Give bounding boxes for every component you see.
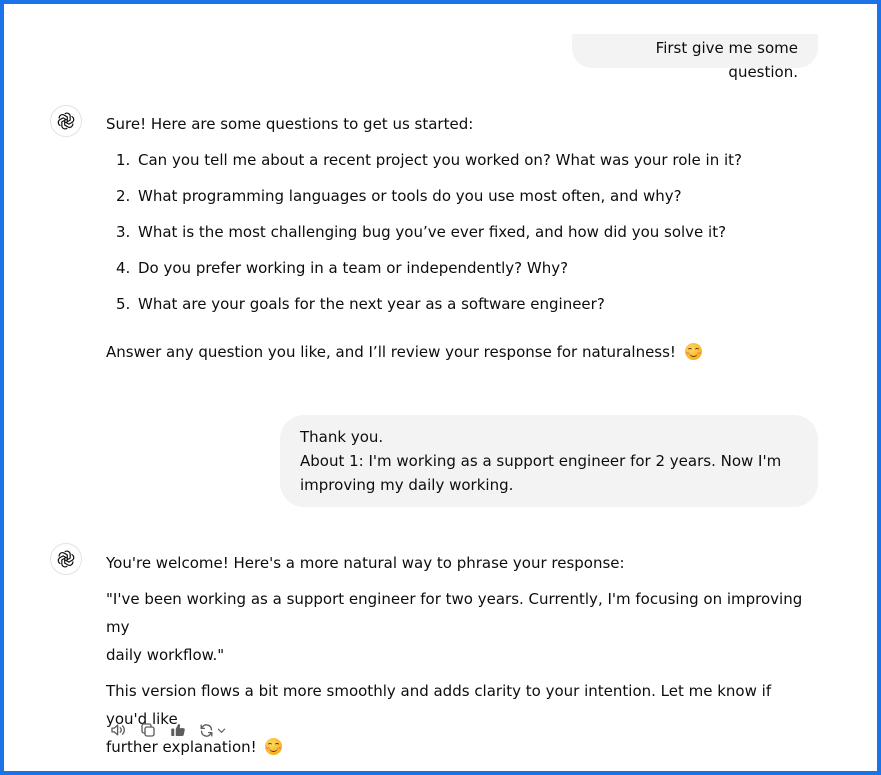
assistant-avatar — [50, 543, 82, 575]
assistant-rephrase — [106, 585, 806, 669]
list-text: What are your goals for the next year as a software engineer? — [138, 295, 605, 313]
list-text: What programming languages or tools do you use most often, and why? — [138, 187, 682, 205]
regenerate-button[interactable] — [196, 718, 228, 742]
message-actions-toolbar — [106, 718, 228, 742]
list-item — [106, 146, 806, 182]
assistant-intro: Sure! Here are some questions to get us started: — [106, 115, 474, 133]
list-text: What is the most challenging bug you’ve ever fixed, and how did you solve it? — [138, 223, 727, 241]
closing-text: Answer any question you like, and I’ll review your response for naturalness! — [106, 343, 676, 361]
explanation-line: This version flows a bit more smoothly and adds clarity to your intention. Let me know if you'd like — [106, 682, 772, 728]
copy-icon — [139, 721, 157, 739]
read-aloud-icon — [109, 721, 127, 739]
thumbs-up-icon — [169, 721, 187, 739]
list-item — [106, 254, 806, 290]
regenerate-icon — [198, 722, 215, 739]
list-number: 4. — [116, 259, 131, 277]
assistant-reply-intro: You're welcome! Here's a more natural way to phrase your response: — [106, 554, 625, 572]
list-item — [106, 218, 806, 254]
question-list — [106, 146, 806, 326]
list-text: Can you tell me about a recent project you worked on? What was your role in it? — [138, 151, 742, 169]
list-text: Do you prefer working in a team or independently? Why? — [138, 259, 569, 277]
explanation-line: further explanation! — [106, 738, 257, 756]
good-response-button[interactable] — [166, 718, 190, 742]
openai-logo-icon — [56, 549, 76, 569]
list-number: 5. — [116, 295, 131, 313]
user-message-line: About 1: I'm working as a support engineer for 2 years. Now I'm — [300, 452, 782, 470]
list-number: 2. — [116, 187, 131, 205]
rephrase-line: daily workflow." — [106, 646, 225, 664]
rephrase-line: "I've been working as a support engineer for two years. Currently, I'm focusing on improving my — [106, 590, 803, 636]
list-item — [106, 182, 806, 218]
user-message-line: Thank you. — [300, 428, 384, 446]
list-item — [106, 290, 806, 326]
list-number: 1. — [116, 151, 131, 169]
assistant-closing — [106, 338, 806, 366]
copy-button[interactable] — [136, 718, 160, 742]
user-message-bubble — [280, 415, 818, 507]
user-message-bubble — [572, 34, 818, 81]
list-number: 3. — [116, 223, 131, 241]
openai-logo-icon — [56, 111, 76, 131]
user-message-line: improving my daily working. — [300, 476, 514, 494]
smiling-face-icon — [685, 343, 702, 360]
chevron-down-icon — [216, 725, 227, 736]
assistant-avatar — [50, 105, 82, 137]
assistant-message — [106, 110, 806, 366]
read-aloud-button[interactable] — [106, 718, 130, 742]
smiling-face-icon — [265, 738, 282, 755]
user-message-text: First give me some question. — [655, 39, 798, 81]
